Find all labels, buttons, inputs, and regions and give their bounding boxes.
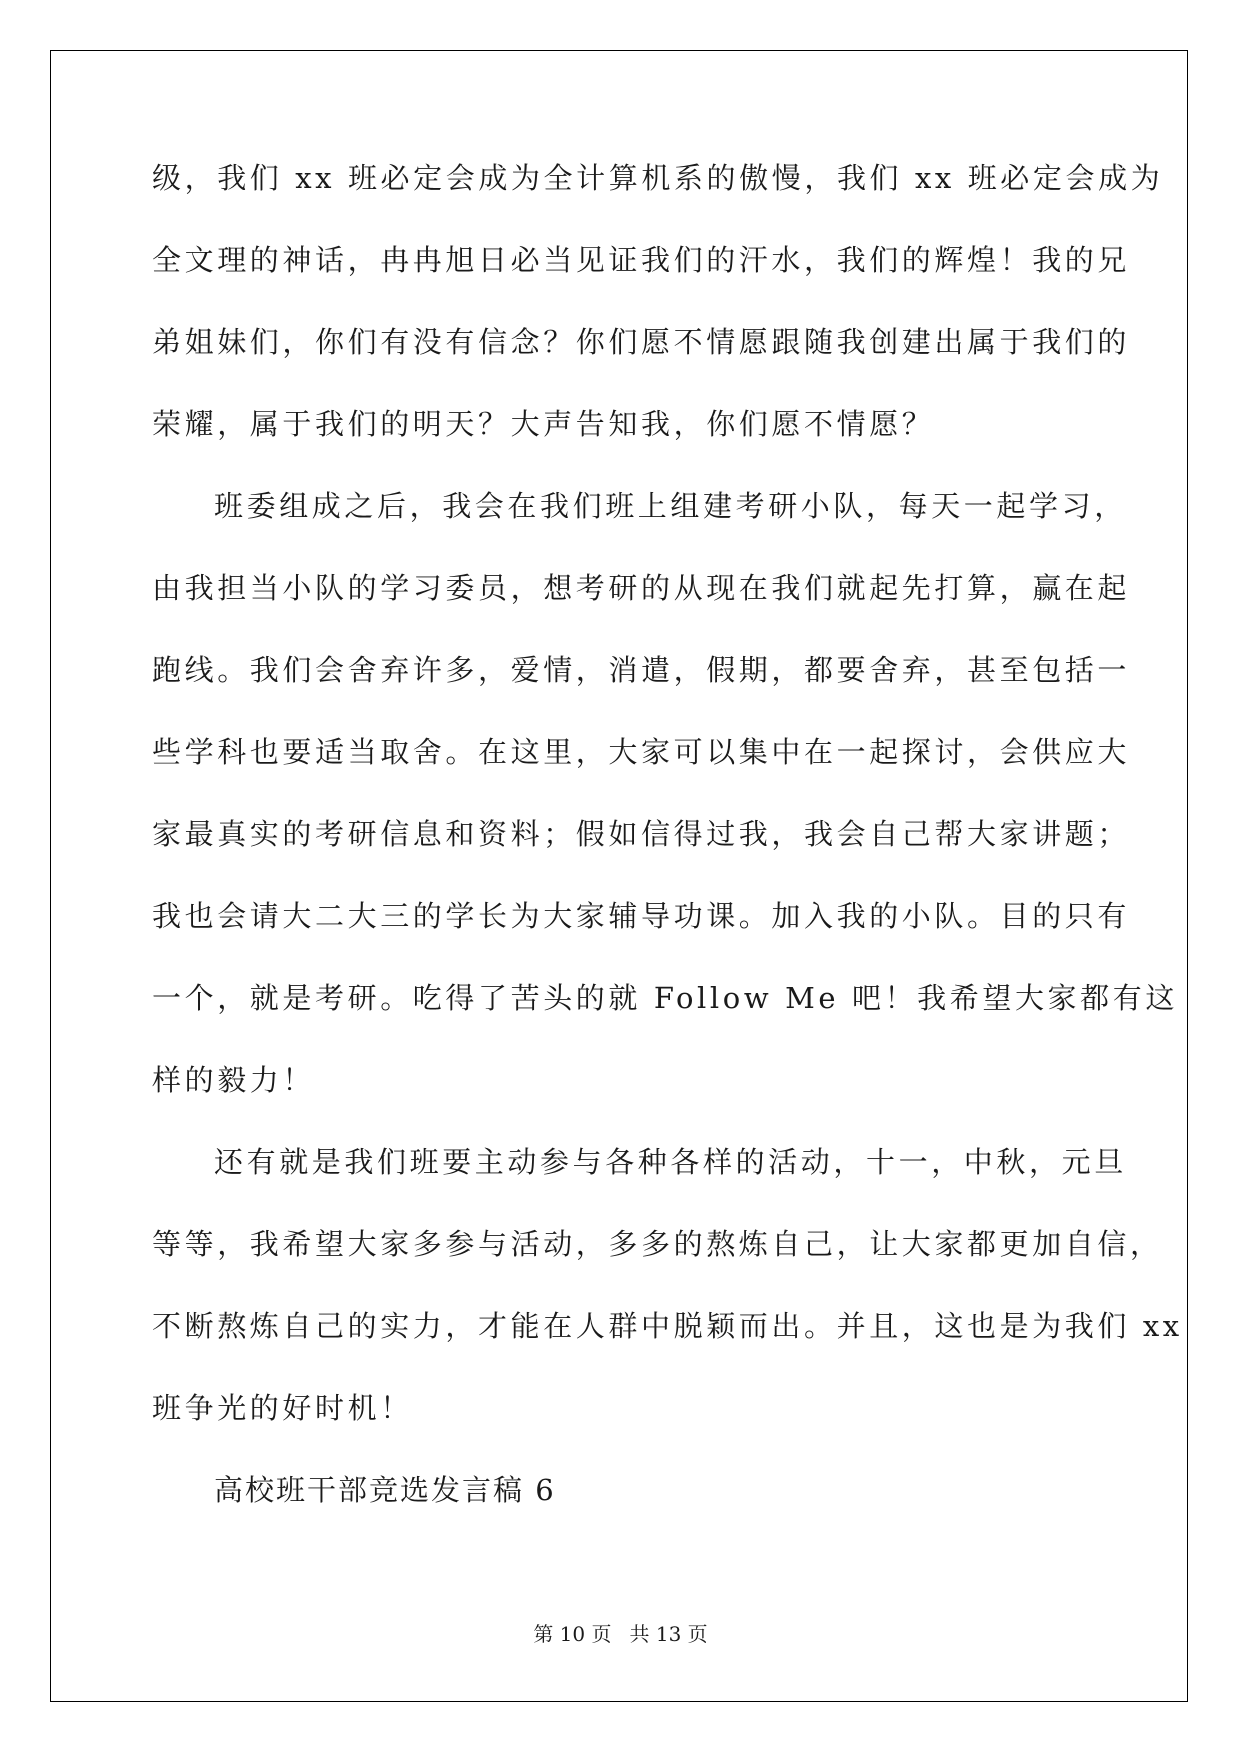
- paragraph-line: 班争光的好时机！: [152, 1391, 413, 1425]
- paragraph-line: 不断熬炼自己的实力，才能在人群中脱颖而出。并且，这也是为我们 xx: [152, 1309, 1183, 1343]
- paragraph-line: 我也会请大二大三的学长为大家辅导功课。加入我的小队。目的只有: [152, 899, 1131, 933]
- paragraph-line: 由我担当小队的学习委员，想考研的从现在我们就起先打算，赢在起: [152, 571, 1131, 605]
- paragraph-line: 弟姐妹们，你们有没有信念？你们愿不情愿跟随我创建出属于我们的: [152, 325, 1131, 359]
- paragraph-line: 一个，就是考研。吃得了苦头的就 Follow Me 吧！我希望大家都有这: [152, 981, 1178, 1015]
- paragraph-line: 全文理的神话，冉冉旭日必当见证我们的汗水，我们的辉煌！我的兄: [152, 243, 1131, 277]
- page-number: 第 10 页: [533, 1622, 612, 1646]
- page-footer: [0, 1618, 1241, 1647]
- paragraph-line: 荣耀，属于我们的明天？大声告知我，你们愿不情愿？: [152, 407, 935, 441]
- paragraph-line: 家最真实的考研信息和资料；假如信得过我，我会自己帮大家讲题；: [152, 817, 1131, 851]
- paragraph-line: 跑线。我们会舍弃许多，爱情，消遣，假期，都要舍弃，甚至包括一: [152, 653, 1131, 687]
- paragraph-line: 等等，我希望大家多参与活动，多多的熬炼自己，让大家都更加自信，: [152, 1227, 1163, 1261]
- section-heading: 高校班干部竞选发言稿 6: [214, 1473, 556, 1507]
- paragraph-line: 些学科也要适当取舍。在这里，大家可以集中在一起探讨，会供应大: [152, 735, 1131, 769]
- paragraph-line: 级，我们 xx 班必定会成为全计算机系的傲慢，我们 xx 班必定会成为: [152, 161, 1164, 195]
- document-body: [152, 158, 1183, 1552]
- paragraph-line: 班委组成之后，我会在我们班上组建考研小队，每天一起学习，: [214, 489, 1127, 523]
- paragraph-line: 还有就是我们班要主动参与各种各样的活动，十一，中秋，元旦: [214, 1145, 1127, 1179]
- page-total: 共 13 页: [629, 1622, 708, 1646]
- paragraph-line: 样的毅力！: [152, 1063, 316, 1097]
